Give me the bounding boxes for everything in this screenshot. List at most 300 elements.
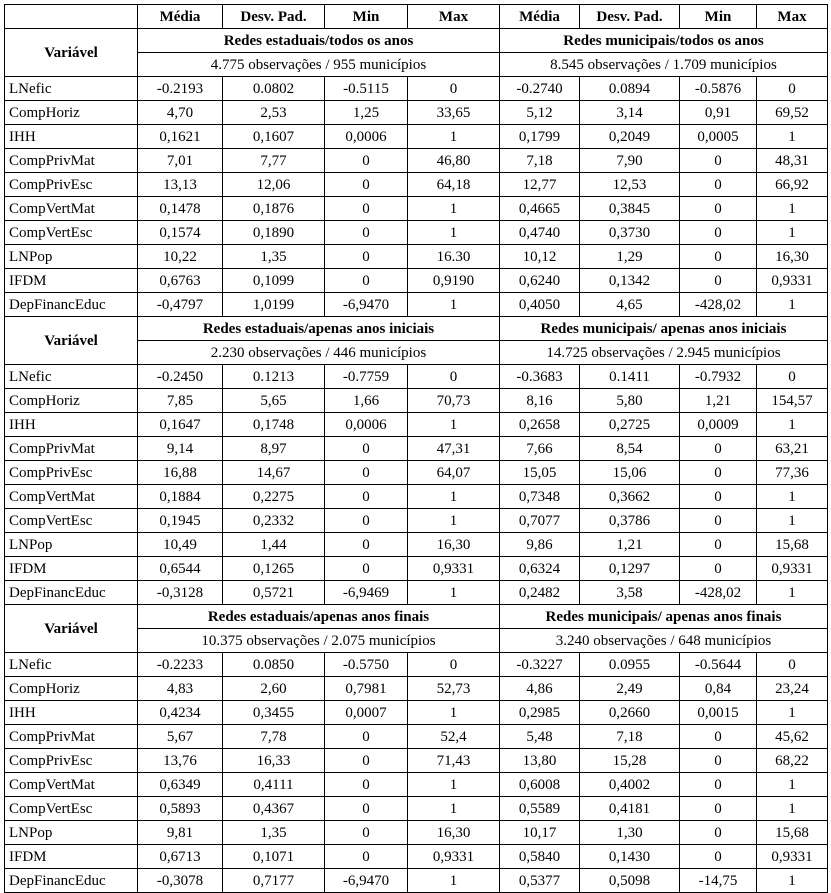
value-cell: 0,1621	[138, 125, 223, 149]
value-cell: 1,0199	[223, 293, 325, 317]
variable-name-cell: IHH	[5, 413, 138, 437]
value-cell: 0	[680, 749, 757, 773]
value-cell: 0,4181	[580, 797, 680, 821]
value-cell: 0	[680, 773, 757, 797]
table-row	[5, 149, 828, 173]
value-cell: 0,4234	[138, 701, 223, 725]
value-cell: 0	[680, 533, 757, 557]
value-cell: 0	[408, 77, 500, 101]
table-row	[5, 869, 828, 893]
table-row	[5, 437, 828, 461]
value-cell: 0,1799	[500, 125, 580, 149]
value-cell: 23,24	[757, 677, 828, 701]
variable-name-cell: CompHoriz	[5, 101, 138, 125]
value-cell: 0	[325, 797, 408, 821]
value-cell: 0,1748	[223, 413, 325, 437]
value-cell: -0.5876	[680, 77, 757, 101]
value-cell: 1	[757, 221, 828, 245]
variable-name-cell: CompPrivMat	[5, 725, 138, 749]
value-cell: 1	[408, 197, 500, 221]
value-cell: 0,0009	[680, 413, 757, 437]
value-cell: 1,21	[680, 389, 757, 413]
value-cell: 7,18	[500, 149, 580, 173]
value-cell: 1	[408, 581, 500, 605]
value-cell: 0,1478	[138, 197, 223, 221]
variable-name-cell: LNefic	[5, 653, 138, 677]
value-cell: 66,92	[757, 173, 828, 197]
value-cell: 1	[757, 293, 828, 317]
variable-name-cell: LNPop	[5, 821, 138, 845]
value-cell: 0	[680, 149, 757, 173]
variable-name-cell: LNPop	[5, 533, 138, 557]
value-cell: 0,1884	[138, 485, 223, 509]
table-row	[5, 173, 828, 197]
value-cell: 33,65	[408, 101, 500, 125]
value-cell: 0,3845	[580, 197, 680, 221]
value-cell: 0,1297	[580, 557, 680, 581]
value-cell: 5,67	[138, 725, 223, 749]
value-cell: 0,9331	[757, 845, 828, 869]
value-cell: 0	[325, 461, 408, 485]
value-cell: 0	[680, 485, 757, 509]
value-cell: 4,86	[500, 677, 580, 701]
value-cell: 5,12	[500, 101, 580, 125]
value-cell: 0,3730	[580, 221, 680, 245]
value-cell: 0	[757, 365, 828, 389]
value-cell: -6,9470	[325, 293, 408, 317]
value-cell: 4,65	[580, 293, 680, 317]
value-cell: 70,73	[408, 389, 500, 413]
value-cell: 0,2049	[580, 125, 680, 149]
value-cell: 77,36	[757, 461, 828, 485]
value-cell: 0,6008	[500, 773, 580, 797]
value-cell: 0	[757, 653, 828, 677]
value-cell: 1	[757, 797, 828, 821]
value-cell: 0,5721	[223, 581, 325, 605]
value-cell: 0	[680, 509, 757, 533]
value-cell: 9,14	[138, 437, 223, 461]
table-row	[5, 581, 828, 605]
value-cell: 5,65	[223, 389, 325, 413]
value-cell: 7,85	[138, 389, 223, 413]
value-cell: 0,6713	[138, 845, 223, 869]
value-cell: 8,97	[223, 437, 325, 461]
value-cell: -0.2193	[138, 77, 223, 101]
table-body	[5, 29, 828, 893]
value-cell: -0.2740	[500, 77, 580, 101]
value-cell: 0,1647	[138, 413, 223, 437]
value-cell: 16,33	[223, 749, 325, 773]
table-row	[5, 653, 828, 677]
table-row	[5, 557, 828, 581]
value-cell: 0,9331	[408, 845, 500, 869]
value-cell: 0	[680, 437, 757, 461]
value-cell: 0,7177	[223, 869, 325, 893]
value-cell: 7,66	[500, 437, 580, 461]
variable-name-cell: LNefic	[5, 365, 138, 389]
value-cell: 1,35	[223, 821, 325, 845]
value-cell: 1	[757, 869, 828, 893]
value-cell: 0	[325, 485, 408, 509]
value-cell: -0.5115	[325, 77, 408, 101]
value-cell: 1,21	[580, 533, 680, 557]
variable-name-cell: CompVertMat	[5, 197, 138, 221]
value-cell: 0,1945	[138, 509, 223, 533]
value-cell: 16,30	[408, 821, 500, 845]
value-cell: 8,54	[580, 437, 680, 461]
value-cell: 154,57	[757, 389, 828, 413]
value-cell: 1	[408, 413, 500, 437]
section-title-right: Redes municipais/ apenas anos iniciais	[500, 317, 828, 341]
value-cell: 0,5893	[138, 797, 223, 821]
value-cell: 1,44	[223, 533, 325, 557]
value-cell: 0	[325, 221, 408, 245]
table-row	[5, 845, 828, 869]
table-row	[5, 773, 828, 797]
value-cell: 0,4050	[500, 293, 580, 317]
observations-left: 10.375 observações / 2.075 municípios	[138, 629, 500, 653]
value-cell: 12,53	[580, 173, 680, 197]
value-cell: 0,2482	[500, 581, 580, 605]
value-cell: 1	[408, 221, 500, 245]
variable-name-cell: CompPrivEsc	[5, 173, 138, 197]
value-cell: 7,78	[223, 725, 325, 749]
value-cell: 12,77	[500, 173, 580, 197]
value-cell: 0,4740	[500, 221, 580, 245]
value-cell: 0,1099	[223, 269, 325, 293]
table-row	[5, 485, 828, 509]
value-cell: 10,49	[138, 533, 223, 557]
variable-name-cell: DepFinancEduc	[5, 581, 138, 605]
value-cell: 1	[408, 125, 500, 149]
variable-name-cell: IFDM	[5, 845, 138, 869]
section-title-row	[5, 29, 828, 53]
table-row	[5, 821, 828, 845]
variable-header: Variável	[5, 317, 138, 365]
variable-name-cell: CompVertMat	[5, 485, 138, 509]
value-cell: -428,02	[680, 293, 757, 317]
value-cell: 0	[680, 821, 757, 845]
section-title-right: Redes municipais/ apenas anos finais	[500, 605, 828, 629]
value-cell: 1,30	[580, 821, 680, 845]
value-cell: 15,28	[580, 749, 680, 773]
table-row	[5, 701, 828, 725]
value-cell: 0,1574	[138, 221, 223, 245]
value-cell: 64,07	[408, 461, 500, 485]
value-cell: 16,30	[757, 245, 828, 269]
empty-header-cell	[5, 5, 138, 29]
value-cell: -0.5750	[325, 653, 408, 677]
value-cell: 1	[757, 701, 828, 725]
value-cell: 0.0955	[580, 653, 680, 677]
value-cell: 0	[325, 845, 408, 869]
value-cell: 10,22	[138, 245, 223, 269]
value-cell: 45,62	[757, 725, 828, 749]
value-cell: 0	[680, 845, 757, 869]
value-cell: 0,1890	[223, 221, 325, 245]
value-cell: 0,4111	[223, 773, 325, 797]
value-cell: 1	[408, 869, 500, 893]
value-cell: 2,60	[223, 677, 325, 701]
table-row	[5, 461, 828, 485]
value-cell: -0.3683	[500, 365, 580, 389]
value-cell: 0,2985	[500, 701, 580, 725]
section-title-left: Redes estaduais/apenas anos iniciais	[138, 317, 500, 341]
value-cell: 0,5840	[500, 845, 580, 869]
variable-header: Variável	[5, 605, 138, 653]
value-cell: 0,2332	[223, 509, 325, 533]
value-cell: 1	[757, 197, 828, 221]
value-cell: 0	[408, 653, 500, 677]
value-cell: 3,58	[580, 581, 680, 605]
value-cell: 0,6544	[138, 557, 223, 581]
value-cell: 0,2660	[580, 701, 680, 725]
value-cell: 7,77	[223, 149, 325, 173]
value-cell: 0	[680, 221, 757, 245]
value-cell: -6,9469	[325, 581, 408, 605]
section-title-left: Redes estaduais/apenas anos finais	[138, 605, 500, 629]
variable-name-cell: IFDM	[5, 557, 138, 581]
value-cell: 0,0015	[680, 701, 757, 725]
value-cell: 0	[325, 149, 408, 173]
table-row	[5, 245, 828, 269]
value-cell: 0,91	[680, 101, 757, 125]
value-cell: 2,49	[580, 677, 680, 701]
value-cell: 1	[757, 125, 828, 149]
value-cell: 0	[680, 725, 757, 749]
observations-right: 14.725 observações / 2.945 municípios	[500, 341, 828, 365]
col-header-desv-pad: Desv. Pad.	[580, 5, 680, 29]
variable-name-cell: CompVertEsc	[5, 797, 138, 821]
value-cell: 0,7348	[500, 485, 580, 509]
value-cell: 0.0802	[223, 77, 325, 101]
variable-name-cell: IFDM	[5, 269, 138, 293]
value-cell: 12,06	[223, 173, 325, 197]
variable-name-cell: CompVertMat	[5, 773, 138, 797]
value-cell: 0,1607	[223, 125, 325, 149]
value-cell: 0	[757, 77, 828, 101]
value-cell: 0,2658	[500, 413, 580, 437]
value-cell: 0,6324	[500, 557, 580, 581]
table-header	[5, 5, 828, 29]
value-cell: 1	[408, 773, 500, 797]
table-row	[5, 125, 828, 149]
value-cell: -0,3078	[138, 869, 223, 893]
value-cell: 0,1342	[580, 269, 680, 293]
section-title-left: Redes estaduais/todos os anos	[138, 29, 500, 53]
observations-right: 3.240 observações / 648 municípios	[500, 629, 828, 653]
value-cell: 0,7981	[325, 677, 408, 701]
table-row	[5, 413, 828, 437]
value-cell: 0.0894	[580, 77, 680, 101]
section-title-row	[5, 317, 828, 341]
value-cell: 47,31	[408, 437, 500, 461]
value-cell: 15,05	[500, 461, 580, 485]
value-cell: 0	[325, 725, 408, 749]
table-row	[5, 365, 828, 389]
value-cell: 9,86	[500, 533, 580, 557]
value-cell: -14,75	[680, 869, 757, 893]
section-title-row	[5, 605, 828, 629]
variable-name-cell: LNefic	[5, 77, 138, 101]
value-cell: 0	[325, 173, 408, 197]
col-header-desv-pad: Desv. Pad.	[223, 5, 325, 29]
value-cell: 0,9331	[757, 269, 828, 293]
value-cell: 15,68	[757, 821, 828, 845]
value-cell: 0,0006	[325, 125, 408, 149]
value-cell: 69,52	[757, 101, 828, 125]
value-cell: 0.0850	[223, 653, 325, 677]
variable-name-cell: CompPrivEsc	[5, 749, 138, 773]
value-cell: 0,3662	[580, 485, 680, 509]
value-cell: 52,73	[408, 677, 500, 701]
value-cell: 16.30	[408, 245, 500, 269]
value-cell: 0,0006	[325, 413, 408, 437]
value-cell: 0	[680, 197, 757, 221]
table-row	[5, 509, 828, 533]
value-cell: 14,67	[223, 461, 325, 485]
value-cell: 0,6240	[500, 269, 580, 293]
descriptive-stats-table	[4, 4, 828, 893]
value-cell: 64,18	[408, 173, 500, 197]
value-cell: 16,30	[408, 533, 500, 557]
table-row	[5, 197, 828, 221]
value-cell: -0,3128	[138, 581, 223, 605]
variable-name-cell: CompHoriz	[5, 677, 138, 701]
value-cell: 0	[325, 821, 408, 845]
value-cell: 10,12	[500, 245, 580, 269]
value-cell: 71,43	[408, 749, 500, 773]
value-cell: 0,4002	[580, 773, 680, 797]
column-header-row	[5, 5, 828, 29]
value-cell: 13,80	[500, 749, 580, 773]
value-cell: 0	[680, 557, 757, 581]
col-header-min: Min	[680, 5, 757, 29]
value-cell: 1	[757, 485, 828, 509]
value-cell: 3,14	[580, 101, 680, 125]
value-cell: 0,7077	[500, 509, 580, 533]
value-cell: 0,9190	[408, 269, 500, 293]
value-cell: 13,13	[138, 173, 223, 197]
value-cell: 0	[408, 365, 500, 389]
value-cell: 0	[680, 797, 757, 821]
value-cell: 0,2275	[223, 485, 325, 509]
value-cell: 1	[757, 509, 828, 533]
value-cell: 0,84	[680, 677, 757, 701]
value-cell: 5,48	[500, 725, 580, 749]
value-cell: 0,4665	[500, 197, 580, 221]
value-cell: 9,81	[138, 821, 223, 845]
value-cell: 0	[680, 461, 757, 485]
table-row	[5, 725, 828, 749]
value-cell: 0	[680, 173, 757, 197]
value-cell: 0,5098	[580, 869, 680, 893]
value-cell: 0	[325, 509, 408, 533]
variable-name-cell: DepFinancEduc	[5, 869, 138, 893]
variable-header: Variável	[5, 29, 138, 77]
value-cell: -0.7932	[680, 365, 757, 389]
value-cell: -0,4797	[138, 293, 223, 317]
variable-name-cell: IHH	[5, 701, 138, 725]
value-cell: 68,22	[757, 749, 828, 773]
value-cell: 8,16	[500, 389, 580, 413]
value-cell: 15,68	[757, 533, 828, 557]
value-cell: 4,70	[138, 101, 223, 125]
table-row	[5, 749, 828, 773]
value-cell: 1,35	[223, 245, 325, 269]
value-cell: 0,9331	[757, 557, 828, 581]
value-cell: 1	[757, 773, 828, 797]
value-cell: 0,3786	[580, 509, 680, 533]
value-cell: 0,9331	[408, 557, 500, 581]
table-row	[5, 101, 828, 125]
value-cell: 46,80	[408, 149, 500, 173]
value-cell: -0.2233	[138, 653, 223, 677]
col-header-media: Média	[500, 5, 580, 29]
variable-name-cell: CompVertEsc	[5, 221, 138, 245]
value-cell: 0	[680, 245, 757, 269]
value-cell: 0,5589	[500, 797, 580, 821]
value-cell: 5,80	[580, 389, 680, 413]
value-cell: 1	[757, 581, 828, 605]
value-cell: 1	[408, 509, 500, 533]
value-cell: 1	[757, 413, 828, 437]
value-cell: -428,02	[680, 581, 757, 605]
value-cell: 0,2725	[580, 413, 680, 437]
value-cell: 0,1876	[223, 197, 325, 221]
variable-name-cell: CompPrivMat	[5, 149, 138, 173]
value-cell: 0	[325, 557, 408, 581]
table-row	[5, 77, 828, 101]
table-row	[5, 533, 828, 557]
observations-right: 8.545 observações / 1.709 municípios	[500, 53, 828, 77]
value-cell: 0,5377	[500, 869, 580, 893]
value-cell: 0,3455	[223, 701, 325, 725]
value-cell: 1,66	[325, 389, 408, 413]
table-row	[5, 389, 828, 413]
value-cell: 0,6763	[138, 269, 223, 293]
value-cell: 0	[325, 437, 408, 461]
value-cell: 0,4367	[223, 797, 325, 821]
value-cell: 0,0005	[680, 125, 757, 149]
value-cell: 52,4	[408, 725, 500, 749]
value-cell: 0.1411	[580, 365, 680, 389]
value-cell: 10,17	[500, 821, 580, 845]
value-cell: 0,1430	[580, 845, 680, 869]
value-cell: 0	[680, 269, 757, 293]
value-cell: 0	[325, 749, 408, 773]
col-header-min: Min	[325, 5, 408, 29]
value-cell: 7,90	[580, 149, 680, 173]
value-cell: 1	[408, 701, 500, 725]
value-cell: 16,88	[138, 461, 223, 485]
value-cell: 0	[325, 269, 408, 293]
value-cell: 4,83	[138, 677, 223, 701]
variable-name-cell: CompPrivMat	[5, 437, 138, 461]
value-cell: 0,6349	[138, 773, 223, 797]
table-row	[5, 293, 828, 317]
variable-name-cell: CompPrivEsc	[5, 461, 138, 485]
table-row	[5, 797, 828, 821]
value-cell: -0.7759	[325, 365, 408, 389]
value-cell: 1,25	[325, 101, 408, 125]
value-cell: -6,9470	[325, 869, 408, 893]
observations-left: 4.775 observações / 955 municípios	[138, 53, 500, 77]
value-cell: 1	[408, 293, 500, 317]
value-cell: 0,0007	[325, 701, 408, 725]
value-cell: 1	[408, 485, 500, 509]
value-cell: 0	[325, 197, 408, 221]
